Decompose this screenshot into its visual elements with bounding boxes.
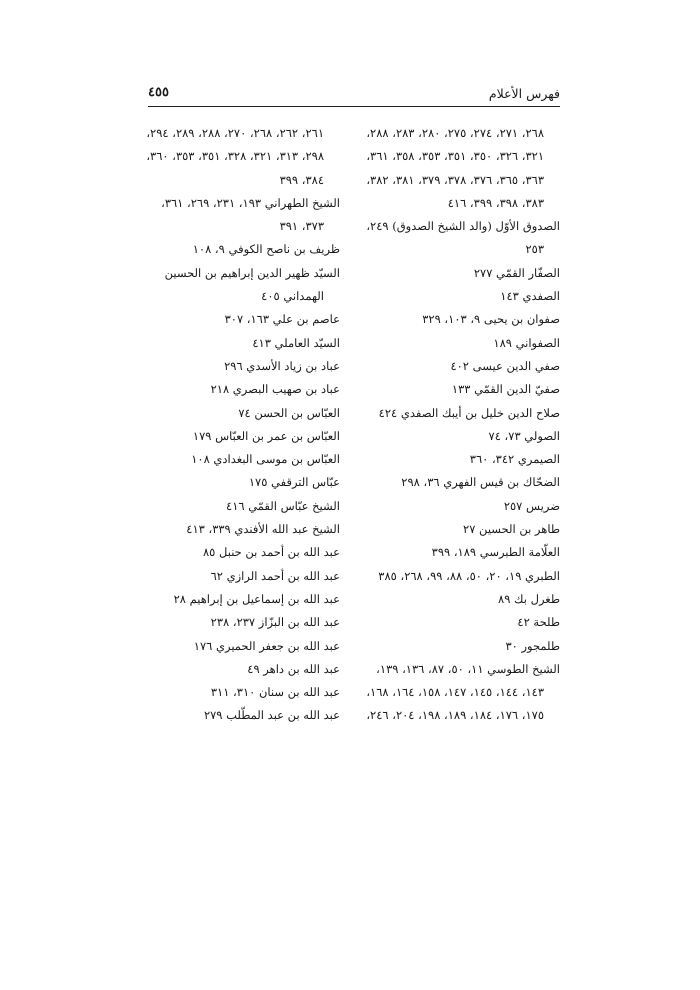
page-header [148,84,560,106]
index-entry: عباد بن صهيب البصري ٢١٨ [210,382,340,397]
index-entry: عبد الله بن عبد المطّلب ٢٧٩ [203,708,340,723]
index-entry: الشيخ عبّاس القمّي ٤١٦ [226,498,340,513]
index-column-right [355,122,560,728]
index-entry: طلمجور ٣٠ [505,638,560,653]
index-entry: الشيخ الطهراني ١٩٣، ٢٣١، ٢٦٩، ٣٦١، [161,195,340,210]
index-entry: الشيخ الطوسي ١١، ٥٠، ٨٧، ١٣٦، ١٣٩، [376,661,560,676]
index-entry: ١٤٣، ١٤٤، ١٤٥، ١٤٧، ١٥٨، ١٦٤، ١٦٨، [366,685,544,700]
index-entry: ٣٢١، ٣٢٦، ٣٥٠، ٣٥١، ٣٥٣، ٣٥٨، ٣٦١، [366,149,544,164]
index-entry: ٢٦١، ٢٦٢، ٢٦٨، ٢٧٠، ٢٨٨، ٢٨٩، ٢٩٤، [146,126,324,140]
index-entry: عبد الله بن إسماعيل بن إبراهيم ٢٨ [173,591,340,606]
index-entry: الشيخ عبد الله الأفندي ٣٣٩، ٤١٣ [186,522,340,537]
index-entry: ١٧٥، ١٧٦، ١٨٤، ١٨٩، ١٩٨، ٢٠٤، ٢٤٦، [366,708,544,723]
header-rule [148,106,560,107]
index-entry: صفي الدين عيسى ٤٠٢ [450,358,560,373]
index-entry: صفيّ الدين القمّي ١٣٣ [451,382,560,397]
index-entry: عبّاس الترقفي ١٧٥ [248,475,340,490]
index-entry: العبّاس بن موسى البغدادي ١٠٨ [191,452,340,467]
index-entry: السيّد ظهير الدين إبراهيم بن الحسين [164,265,340,280]
index-entry: ٢٩٨، ٣١٣، ٣٢١، ٣٢٨، ٣٥١، ٣٥٣، ٣٦٠، [146,149,324,164]
index-entry: طغرل بك ٨٩ [498,591,560,606]
index-entry: طاهر بن الحسين ٢٧ [463,522,560,537]
index-entry: الصيمري ٣٤٢، ٣٦٠ [469,452,560,467]
index-entry: طلحة ٤٢ [517,615,560,630]
index-entry: عبد الله بن جعفر الحميري ١٧٦ [193,638,340,653]
index-entry: صلاح الدين خليل بن أيبك الصفدي ٤٢٤ [378,405,560,420]
index-entry: الصفواني ١٨٩ [493,335,560,350]
index-entry: الصدوق الأوّل (والد الشيخ الصدوق) ٢٤٩، [366,219,560,234]
index-entry: عبد الله بن أحمد الرازي ٦٢ [210,568,340,583]
index-entry: ٣٨٤، ٣٩٩ [279,172,324,187]
index-entry: السيّد العاملي ٤١٣ [252,335,340,350]
index-entry: الصفدي ١٤٣ [500,289,560,304]
index-entry: عبد الله بن سنان ٣١٠، ٣١١ [210,685,340,700]
index-entry: الصفّار القمّي ٢٧٧ [473,265,560,280]
index-entry: الطبري ١٩، ٢٠، ٥٠، ٨٨، ٩٩، ٢٦٨، ٣٨٥ [378,568,560,583]
index-entry: العلّامة الطبرسي ١٨٩، ٣٩٩ [431,545,560,560]
index-entry: ٣٨٣، ٣٩٨، ٣٩٩، ٤١٦ [447,195,544,210]
running-title: فهرس الأعلام [488,86,560,101]
index-entry: عباد بن زياد الأسدي ٢٩٦ [224,358,340,373]
index-entry: ٣٦٣، ٣٦٥، ٣٧٦، ٣٧٨، ٣٧٩، ٣٨١، ٣٨٢، [366,172,544,187]
index-entry: عاصم بن علي ١٦٣، ٣٠٧ [224,312,340,327]
index-entry: صفوان بن يحيى ٩، ١٠٣، ٣٢٩ [422,312,560,327]
index-entry: ٣٧٣، ٣٩١ [279,219,324,234]
index-entry: الضحّاك بن قيس الفهري ٣٦، ٢٩٨ [401,475,560,490]
index-entry: ٢٦٨، ٢٧١، ٢٧٤، ٢٧٥، ٢٨٠، ٢٨٣، ٢٨٨، [366,126,544,140]
index-entry: ظريف بن ناصح الكوفي ٩، ١٠٨ [192,242,340,257]
index-entry: العبّاس بن الحسن ٧٤ [238,405,340,420]
index-entry: عبد الله بن أحمد بن حنبل ٨٥ [203,545,340,560]
page-number: ٤٥٥ [148,85,169,100]
index-entry: عبد الله بن البزّاز ٢٣٧، ٢٣٨ [210,615,340,630]
index-entry: الصولي ٧٣، ٧٤ [488,428,560,443]
index-entry: عبد الله بن داهر ٤٩ [247,661,340,676]
index-column-left [128,122,340,728]
index-entry: الهمداني ٤٠٥ [261,289,324,304]
index-entry: العبّاس بن عمر بن العبّاس ١٧٩ [192,428,340,443]
index-entry: ٢٥٣ [525,242,544,257]
index-entry: ضريس ٢٥٧ [503,498,560,513]
